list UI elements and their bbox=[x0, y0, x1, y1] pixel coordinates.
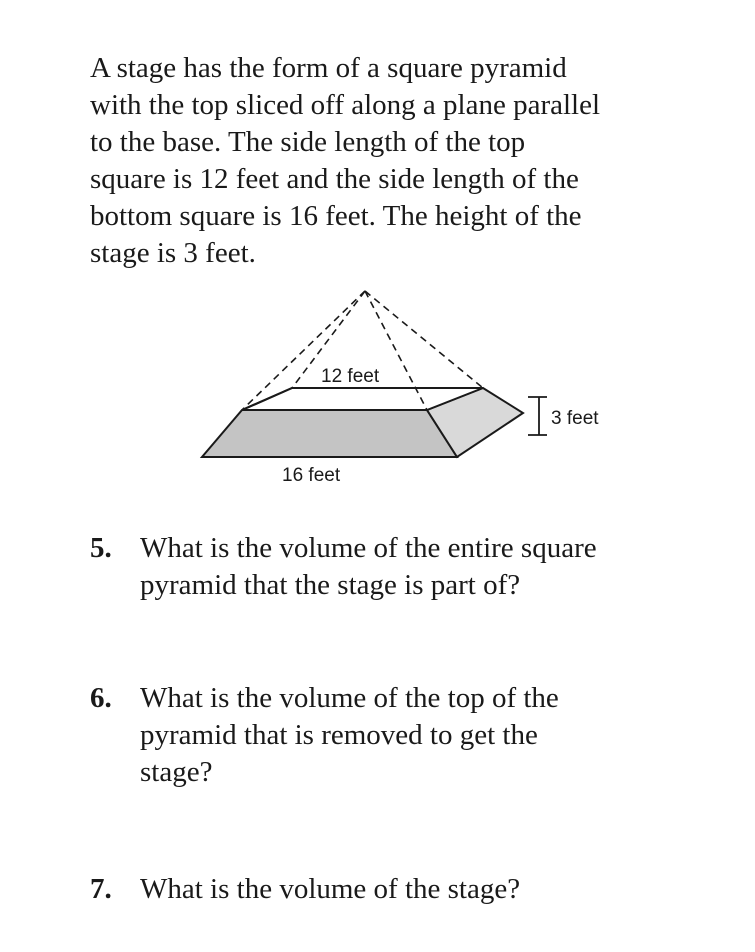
question-6 bbox=[90, 680, 730, 791]
problem-line: bottom square is 16 feet. The height of the bbox=[90, 200, 582, 232]
question-number: 6. bbox=[90, 682, 112, 714]
question-line: stage? bbox=[140, 756, 213, 788]
question-number: 5. bbox=[90, 532, 112, 564]
height-label: 3 feet bbox=[551, 408, 599, 429]
top-side-label: 12 feet bbox=[321, 366, 380, 387]
front-face bbox=[202, 410, 457, 457]
question-text bbox=[140, 871, 730, 908]
bottom-side-label: 16 feet bbox=[282, 465, 341, 486]
frustum-diagram bbox=[195, 285, 615, 490]
frustum-figure bbox=[195, 285, 615, 490]
question-number: 7. bbox=[90, 873, 112, 905]
question-line: What is the volume of the stage? bbox=[140, 873, 521, 905]
problem-line: square is 12 feet and the side length of the bbox=[90, 163, 579, 195]
problem-line: to the base. The side length of the top bbox=[90, 126, 526, 158]
question-line: What is the volume of the entire square bbox=[140, 532, 597, 564]
question-text bbox=[140, 680, 730, 791]
question-5 bbox=[90, 530, 730, 604]
question-7 bbox=[90, 871, 730, 908]
problem-statement bbox=[90, 50, 740, 272]
question-line: pyramid that is removed to get the bbox=[140, 719, 538, 751]
problem-line: with the top sliced off along a plane parallel bbox=[90, 89, 601, 121]
problem-line: A stage has the form of a square pyramid bbox=[90, 52, 567, 84]
problem-line: stage is 3 feet. bbox=[90, 237, 256, 269]
question-line: pyramid that the stage is part of? bbox=[140, 569, 521, 601]
question-line: What is the volume of the top of the bbox=[140, 682, 559, 714]
question-text bbox=[140, 530, 730, 604]
